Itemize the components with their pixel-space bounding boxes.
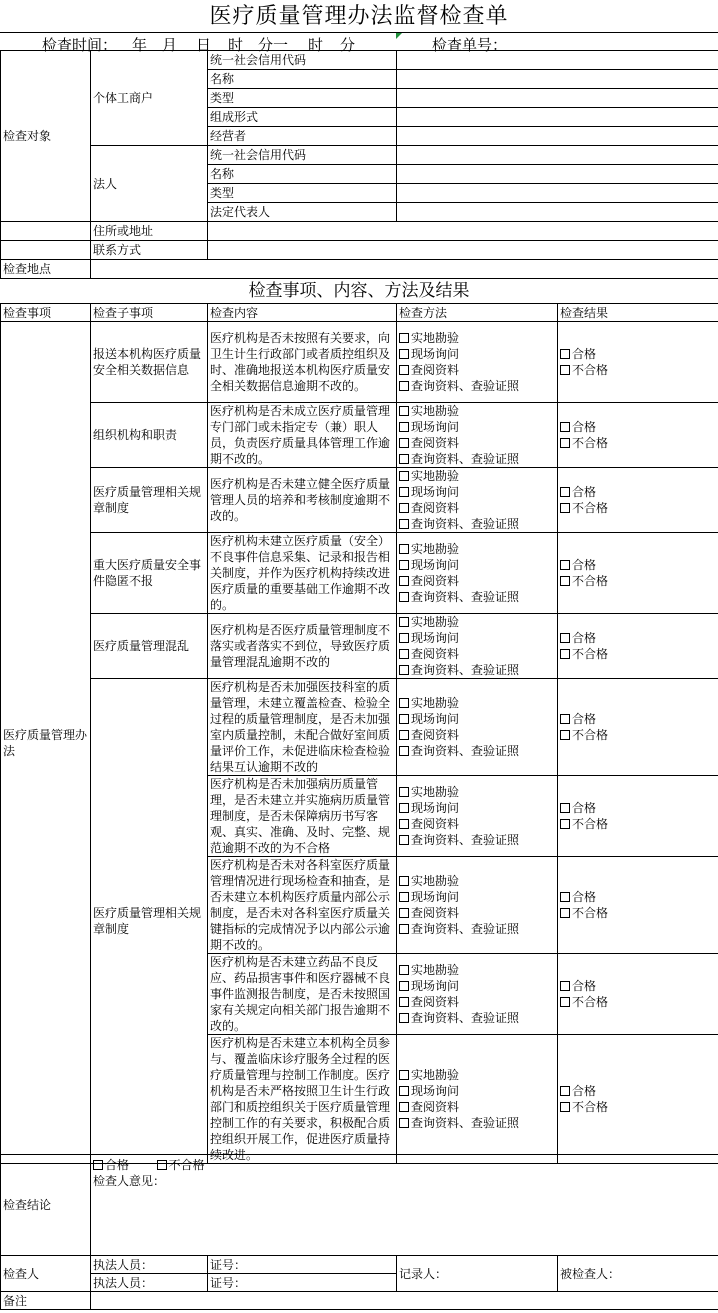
check-result	[558, 776, 718, 857]
method-label: 查阅资料	[411, 647, 460, 661]
method-label: 现场询问	[411, 1084, 460, 1098]
result-label: 合格	[572, 631, 597, 645]
method-label: 查询资料、查验证照	[411, 833, 520, 847]
table-row	[1, 322, 718, 403]
method-checkbox[interactable]	[399, 560, 409, 570]
conclusion-pass-checkbox[interactable]	[93, 1160, 103, 1170]
method-checkbox[interactable]	[399, 381, 409, 391]
result-option[interactable]	[560, 573, 716, 589]
method-checkbox[interactable]	[399, 698, 409, 708]
check-result	[558, 614, 718, 679]
method-option[interactable]	[399, 378, 555, 394]
method-option[interactable]	[399, 500, 555, 516]
method-option[interactable]	[399, 978, 555, 994]
subject-table	[0, 50, 718, 279]
method-option[interactable]	[399, 451, 555, 467]
officer-label-2[interactable]: 执法人员：	[91, 1274, 208, 1292]
check-methods	[397, 403, 558, 468]
method-checkbox[interactable]	[399, 519, 409, 529]
method-checkbox[interactable]	[399, 1118, 409, 1128]
check-content: 医疗机构是否未加强医技科室的质量管理，未建立覆盖检查、检验全过程的质量管理制度，是否未加强室内质量控制，未配合做好室间质量评价工作，未促进临床检查检验结果互认逾期不改的	[208, 679, 397, 776]
result-checkbox[interactable]	[560, 908, 570, 918]
check-methods	[397, 533, 558, 614]
method-label: 实地勘验	[411, 696, 460, 710]
sub-item: 报送本机构医疗质量安全相关数据信息	[91, 322, 208, 403]
method-option[interactable]	[399, 873, 555, 889]
time-header	[0, 32, 718, 54]
check-content: 医疗机构是否医疗质量管理制度不落实或者落实不到位，导致医疗质量管理混乱逾期不改的	[208, 614, 397, 679]
time-hour: 时	[228, 36, 244, 54]
result-option[interactable]	[560, 484, 716, 500]
inspected-label[interactable]: 被检查人：	[558, 1256, 718, 1292]
result-checkbox[interactable]	[560, 997, 570, 1007]
check-content: 医疗机构是否未加强病历质量管理，是否未建立并实施病历质量管理制度，是否未保障病历书写客观、真实、准确、及时、完整、规范逾期不改的为不合格	[208, 776, 397, 857]
method-label: 查询资料、查验证照	[411, 590, 520, 604]
field-label: 组成形式	[208, 108, 397, 127]
location-value[interactable]	[91, 260, 718, 279]
method-checkbox[interactable]	[399, 981, 409, 991]
result-option[interactable]	[560, 905, 716, 921]
method-label: 实地勘验	[411, 404, 460, 418]
field-value[interactable]	[397, 203, 718, 222]
method-label: 实地勘验	[411, 469, 460, 483]
method-checkbox[interactable]	[399, 835, 409, 845]
result-label: 合格	[572, 712, 597, 726]
method-option[interactable]	[399, 921, 555, 937]
result-checkbox[interactable]	[560, 649, 570, 659]
location-label: 检查地点	[1, 260, 91, 279]
table-row	[1, 679, 718, 776]
method-checkbox[interactable]	[399, 649, 409, 659]
method-option[interactable]	[399, 419, 555, 435]
check-content: 医疗机构是否未建立本机构全员参与、覆盖临床诊疗服务全过程的医疗质量管理与控制工作制度。医疗机构是否未严格按照卫生计生行政部门和质控组织关于医疗质量管理控制工作的有关要求，积极配合质控组织开展工作，促进医疗质量持续改进。	[208, 1035, 397, 1164]
method-option[interactable]	[399, 541, 555, 557]
method-label: 查询资料、查验证照	[411, 1011, 520, 1025]
method-option[interactable]	[399, 630, 555, 646]
field-label: 统一社会信用代码	[208, 146, 397, 165]
sub-item: 医疗质量管理相关规章制度	[91, 468, 208, 533]
method-label: 查询资料、查验证照	[411, 1116, 520, 1130]
field-label: 法定代表人	[208, 203, 397, 222]
result-label: 合格	[572, 347, 597, 361]
method-checkbox[interactable]	[399, 349, 409, 359]
method-checkbox[interactable]	[399, 406, 409, 416]
method-label: 实地勘验	[411, 542, 460, 556]
check-result	[558, 533, 718, 614]
field-value[interactable]	[397, 184, 718, 203]
check-methods	[397, 954, 558, 1035]
officer-label-1[interactable]: 执法人员：	[91, 1256, 208, 1274]
method-label: 查询资料、查验证照	[411, 517, 520, 531]
method-label: 实地勘验	[411, 1068, 460, 1082]
method-checkbox[interactable]	[399, 908, 409, 918]
method-option[interactable]	[399, 994, 555, 1010]
result-label: 合格	[572, 558, 597, 572]
method-label: 现场询问	[411, 979, 460, 993]
method-option[interactable]	[399, 614, 555, 630]
method-checkbox[interactable]	[399, 997, 409, 1007]
method-label: 现场询问	[411, 890, 460, 904]
result-label: 不合格	[572, 363, 609, 377]
section-title: 检查事项、内容、方法及结果	[248, 281, 470, 301]
result-label: 不合格	[572, 574, 609, 588]
method-label: 查阅资料	[411, 906, 460, 920]
result-checkbox[interactable]	[560, 633, 570, 643]
method-label: 现场询问	[411, 485, 460, 499]
address-label: 住所或地址	[91, 222, 208, 241]
time-month: 月	[162, 36, 178, 54]
method-option[interactable]	[399, 695, 555, 711]
method-checkbox[interactable]	[399, 803, 409, 813]
result-checkbox[interactable]	[560, 503, 570, 513]
result-option[interactable]	[560, 800, 716, 816]
footer-table	[0, 1154, 718, 1310]
time-label: 检查时间：	[42, 36, 118, 54]
result-option[interactable]	[560, 557, 716, 573]
sub-item: 医疗质量管理相关规章制度	[91, 679, 208, 1164]
method-label: 查询资料、查验证照	[411, 922, 520, 936]
method-option[interactable]	[399, 727, 555, 743]
column-header: 检查事项	[1, 304, 91, 322]
page-title: 医疗质量管理办法监督检查单	[209, 4, 509, 29]
method-option[interactable]	[399, 889, 555, 905]
time-day: 日	[196, 36, 212, 54]
result-label: 合格	[572, 1084, 597, 1098]
conclusion-fail-label: 不合格	[168, 1158, 205, 1172]
method-option[interactable]	[399, 962, 555, 978]
sub-item: 重大医疗质量安全事件隐匿不报	[91, 533, 208, 614]
result-label: 合格	[572, 420, 597, 434]
contact-label: 联系方式	[91, 241, 208, 260]
items-table	[0, 303, 718, 1164]
result-option[interactable]	[560, 711, 716, 727]
check-methods	[397, 857, 558, 954]
method-option[interactable]	[399, 743, 555, 759]
result-label: 不合格	[572, 436, 609, 450]
method-checkbox[interactable]	[399, 1013, 409, 1023]
method-label: 查阅资料	[411, 1100, 460, 1114]
method-label: 实地勘验	[411, 615, 460, 629]
method-label: 现场询问	[411, 801, 460, 815]
method-checkbox[interactable]	[399, 633, 409, 643]
column-header: 检查方法	[397, 304, 558, 322]
result-label: 不合格	[572, 1100, 609, 1114]
field-value[interactable]	[397, 165, 718, 184]
method-option[interactable]	[399, 1067, 555, 1083]
method-option[interactable]	[399, 1099, 555, 1115]
method-checkbox[interactable]	[399, 487, 409, 497]
method-checkbox[interactable]	[399, 365, 409, 375]
method-option[interactable]	[399, 816, 555, 832]
method-label: 查阅资料	[411, 817, 460, 831]
field-label: 名称	[208, 165, 397, 184]
method-label: 查阅资料	[411, 501, 460, 515]
result-option[interactable]	[560, 646, 716, 662]
table-row	[1, 533, 718, 614]
conclusion-area	[91, 1155, 718, 1256]
result-label: 不合格	[572, 647, 609, 661]
method-checkbox[interactable]	[399, 892, 409, 902]
method-checkbox[interactable]	[399, 924, 409, 934]
method-checkbox[interactable]	[399, 333, 409, 343]
method-checkbox[interactable]	[399, 592, 409, 602]
method-checkbox[interactable]	[399, 787, 409, 797]
time-hour-2: 时	[308, 36, 324, 54]
result-option[interactable]	[560, 994, 716, 1010]
field-label: 类型	[208, 184, 397, 203]
result-option[interactable]	[560, 1099, 716, 1115]
method-label: 查阅资料	[411, 574, 460, 588]
method-label: 查询资料、查验证照	[411, 452, 520, 466]
method-label: 现场询问	[411, 712, 460, 726]
method-option[interactable]	[399, 557, 555, 573]
result-label: 合格	[572, 890, 597, 904]
field-value[interactable]	[397, 89, 718, 108]
check-methods	[397, 322, 558, 403]
field-label: 经营者	[208, 127, 397, 146]
result-checkbox[interactable]	[560, 981, 570, 991]
method-option[interactable]	[399, 800, 555, 816]
opinion-label: 检查人意见：	[93, 1174, 166, 1188]
method-label: 查询资料、查验证照	[411, 663, 520, 677]
result-checkbox[interactable]	[560, 560, 570, 570]
check-content: 医疗机构是否未对各科室医疗质量管理情况进行现场检查和抽查，是否未建立本机构医疗质量内部公示制度，是否未对各科室医疗质量关键指标的完成情况予以内部公示逾期不改的。	[208, 857, 397, 954]
item-name: 医疗质量管理办法	[1, 322, 91, 1164]
result-label: 合格	[572, 485, 597, 499]
form-number-label: 检查单号：	[432, 36, 508, 54]
method-option[interactable]	[399, 1083, 555, 1099]
method-label: 查阅资料	[411, 728, 460, 742]
result-label: 不合格	[572, 906, 609, 920]
field-value[interactable]	[397, 51, 718, 70]
contact-value[interactable]	[208, 241, 718, 260]
field-value[interactable]	[397, 127, 718, 146]
method-option[interactable]	[399, 646, 555, 662]
result-checkbox[interactable]	[560, 730, 570, 740]
result-checkbox[interactable]	[560, 892, 570, 902]
result-option[interactable]	[560, 419, 716, 435]
check-content: 医疗机构未建立医疗质量（安全）不良事件信息采集、记录和报告相关制度，并作为医疗机构持续改进医疗质量的重要基础工作逾期不改的。	[208, 533, 397, 614]
field-value[interactable]	[397, 108, 718, 127]
legal-label: 法人	[91, 146, 208, 222]
result-label: 不合格	[572, 995, 609, 1009]
field-value[interactable]	[397, 70, 718, 89]
result-checkbox[interactable]	[560, 1086, 570, 1096]
method-checkbox[interactable]	[399, 576, 409, 586]
method-checkbox[interactable]	[399, 503, 409, 513]
result-option[interactable]	[560, 727, 716, 743]
check-methods	[397, 679, 558, 776]
method-label: 查询资料、查验证照	[411, 379, 520, 393]
result-checkbox[interactable]	[560, 819, 570, 829]
method-option[interactable]	[399, 403, 555, 419]
result-label: 不合格	[572, 728, 609, 742]
result-option[interactable]	[560, 346, 716, 362]
method-option[interactable]	[399, 589, 555, 605]
column-header: 检查内容	[208, 304, 397, 322]
method-option[interactable]	[399, 711, 555, 727]
result-checkbox[interactable]	[560, 487, 570, 497]
address-value[interactable]	[208, 222, 718, 241]
result-checkbox[interactable]	[560, 438, 570, 448]
inspector-label: 检查人	[1, 1256, 91, 1292]
method-checkbox[interactable]	[399, 617, 409, 627]
method-option[interactable]	[399, 346, 555, 362]
method-label: 实地勘验	[411, 963, 460, 977]
method-option[interactable]	[399, 784, 555, 800]
result-option[interactable]	[560, 889, 716, 905]
method-checkbox[interactable]	[399, 730, 409, 740]
result-option[interactable]	[560, 816, 716, 832]
conclusion-fail-checkbox[interactable]	[157, 1160, 167, 1170]
method-label: 查阅资料	[411, 363, 460, 377]
individual-label: 个体工商户	[91, 51, 208, 146]
result-option[interactable]	[560, 435, 716, 451]
table-row	[1, 614, 718, 679]
recorder-label[interactable]: 记录人：	[397, 1256, 558, 1292]
check-content: 医疗机构是否未按照有关要求，向卫生计生行政部门或者质控组织及时、准确地报送本机构医疗质量安全相关数据信息逾期不改的。	[208, 322, 397, 403]
check-result	[558, 1035, 718, 1164]
check-result	[558, 322, 718, 403]
result-option[interactable]	[560, 362, 716, 378]
result-checkbox[interactable]	[560, 1102, 570, 1112]
method-option[interactable]	[399, 362, 555, 378]
cert-label-2[interactable]: 证号：	[208, 1274, 397, 1292]
result-label: 不合格	[572, 501, 609, 515]
method-checkbox[interactable]	[399, 1102, 409, 1112]
result-checkbox[interactable]	[560, 714, 570, 724]
method-option[interactable]	[399, 1115, 555, 1131]
check-result	[558, 468, 718, 533]
method-label: 查询资料、查验证照	[411, 744, 520, 758]
method-option[interactable]	[399, 905, 555, 921]
method-option[interactable]	[399, 484, 555, 500]
method-label: 现场询问	[411, 347, 460, 361]
method-checkbox[interactable]	[399, 438, 409, 448]
method-checkbox[interactable]	[399, 544, 409, 554]
check-content: 医疗机构是否未建立药品不良反应、药品损害事件和医疗器械不良事件监测报告制度，是否未按照国家有关规定向相关部门报告逾期不改的。	[208, 954, 397, 1035]
remark-value[interactable]	[91, 1292, 718, 1310]
sub-item: 组织机构和职责	[91, 403, 208, 468]
result-option[interactable]	[560, 500, 716, 516]
method-checkbox[interactable]	[399, 1086, 409, 1096]
check-result	[558, 403, 718, 468]
result-label: 不合格	[572, 817, 609, 831]
check-content: 医疗机构是否未成立医疗质量管理专门部门或未指定专（兼）职人员，负责医疗质量具体管理工作逾期不改的。	[208, 403, 397, 468]
field-label: 类型	[208, 89, 397, 108]
result-option[interactable]	[560, 1083, 716, 1099]
conclusion-pass-label: 合格	[105, 1158, 130, 1172]
method-option[interactable]	[399, 662, 555, 678]
result-checkbox[interactable]	[560, 422, 570, 432]
method-checkbox[interactable]	[399, 422, 409, 432]
column-header: 检查结果	[558, 304, 718, 322]
column-header: 检查子事项	[91, 304, 208, 322]
field-label: 名称	[208, 70, 397, 89]
field-label: 统一社会信用代码	[208, 51, 397, 70]
method-label: 查阅资料	[411, 995, 460, 1009]
method-option[interactable]	[399, 516, 555, 532]
check-methods	[397, 614, 558, 679]
method-label: 查阅资料	[411, 436, 460, 450]
field-value[interactable]	[397, 146, 718, 165]
subject-label: 检查对象	[1, 51, 91, 222]
time-year: 年	[132, 36, 148, 54]
method-label: 现场询问	[411, 558, 460, 572]
result-option[interactable]	[560, 978, 716, 994]
sub-item: 医疗质量管理混乱	[91, 614, 208, 679]
check-methods	[397, 1035, 558, 1164]
table-row	[1, 468, 718, 533]
check-methods	[397, 776, 558, 857]
method-option[interactable]	[399, 573, 555, 589]
method-label: 实地勘验	[411, 874, 460, 888]
method-label: 实地勘验	[411, 785, 460, 799]
method-option[interactable]	[399, 468, 555, 484]
method-option[interactable]	[399, 832, 555, 848]
check-content: 医疗机构是否未建立健全医疗质量管理人员的培养和考核制度逾期不改的。	[208, 468, 397, 533]
method-label: 现场询问	[411, 420, 460, 434]
result-checkbox[interactable]	[560, 576, 570, 586]
result-option[interactable]	[560, 630, 716, 646]
method-checkbox[interactable]	[399, 746, 409, 756]
remark-label: 备注	[1, 1292, 91, 1310]
check-result	[558, 857, 718, 954]
method-checkbox[interactable]	[399, 714, 409, 724]
method-checkbox[interactable]	[399, 454, 409, 464]
check-methods	[397, 468, 558, 533]
check-result	[558, 679, 718, 776]
method-checkbox[interactable]	[399, 1070, 409, 1080]
method-label: 实地勘验	[411, 331, 460, 345]
method-option[interactable]	[399, 435, 555, 451]
result-label: 合格	[572, 801, 597, 815]
table-row	[1, 403, 718, 468]
conclusion-label: 检查结论	[1, 1155, 91, 1256]
check-result	[558, 954, 718, 1035]
result-label: 合格	[572, 979, 597, 993]
result-checkbox[interactable]	[560, 365, 570, 375]
time-minute-to: 分一	[258, 36, 289, 54]
result-checkbox[interactable]	[560, 349, 570, 359]
method-checkbox[interactable]	[399, 471, 409, 481]
method-checkbox[interactable]	[399, 819, 409, 829]
method-checkbox[interactable]	[399, 665, 409, 675]
cert-label-1[interactable]: 证号：	[208, 1256, 397, 1274]
cell-comment-marker	[396, 33, 402, 39]
method-option[interactable]	[399, 330, 555, 346]
method-label: 现场询问	[411, 631, 460, 645]
method-option[interactable]	[399, 1010, 555, 1026]
method-checkbox[interactable]	[399, 965, 409, 975]
result-checkbox[interactable]	[560, 803, 570, 813]
method-checkbox[interactable]	[399, 876, 409, 886]
time-minute-2: 分	[340, 36, 356, 54]
